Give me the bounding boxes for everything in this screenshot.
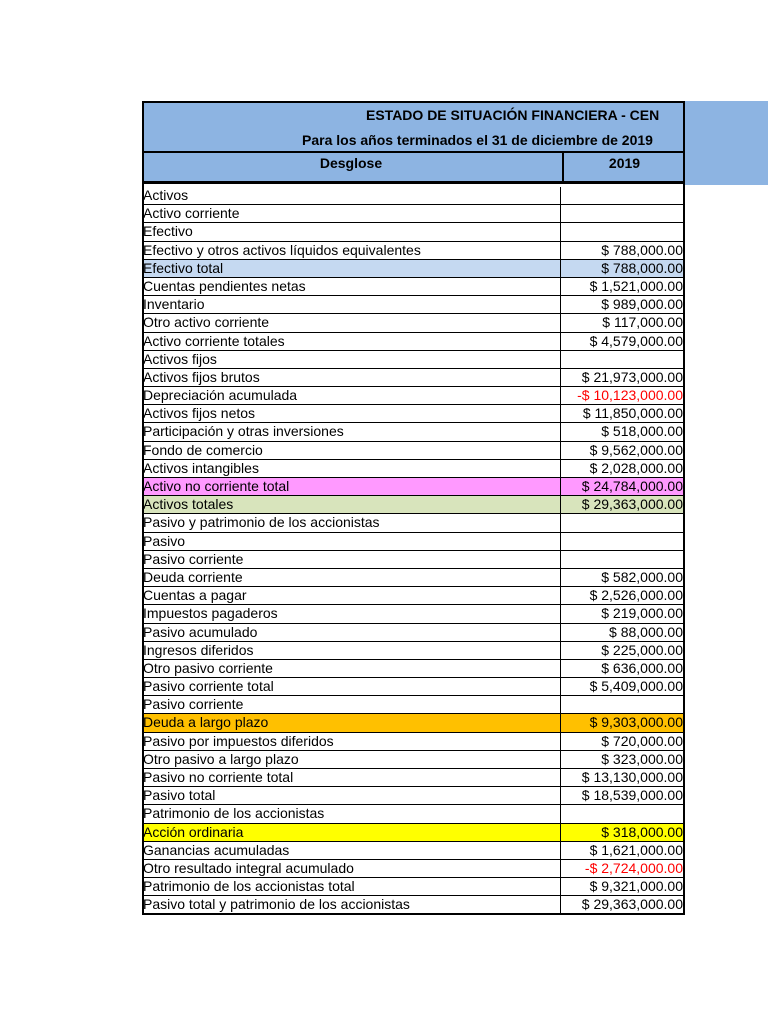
row-label: Activos fijos brutos xyxy=(143,368,260,385)
table-row xyxy=(142,896,685,914)
report-title: ESTADO DE SITUACIÓN FINANCIERA - CEN xyxy=(366,107,660,123)
row-value xyxy=(560,223,685,240)
row-label: Activo corriente xyxy=(143,205,240,222)
table-row xyxy=(142,387,685,405)
table-row xyxy=(142,333,685,351)
row-label: Pasivo acumulado xyxy=(143,623,258,640)
column-header-year: 2019 xyxy=(562,153,685,181)
table-row xyxy=(142,351,685,369)
table-row xyxy=(142,569,685,587)
table-row xyxy=(142,278,685,296)
row-value: -$ 10,123,000.00 xyxy=(560,387,685,404)
table-row xyxy=(142,478,685,496)
row-value: $ 582,000.00 xyxy=(560,569,685,586)
row-label: Pasivo corriente total xyxy=(143,678,274,695)
row-label: Fondo de comercio xyxy=(143,441,263,458)
table-row xyxy=(142,805,685,823)
column-header-desglose: Desglose xyxy=(319,155,383,171)
row-label: Activos intangibles xyxy=(143,459,259,476)
row-label: Activos totales xyxy=(143,496,234,513)
row-label: Efectivo y otros activos líquidos equivalentes xyxy=(143,241,421,258)
table-row xyxy=(142,223,685,241)
table-row xyxy=(142,242,685,260)
row-label: Participación y otras inversiones xyxy=(143,423,344,440)
row-value: $ 5,409,000.00 xyxy=(560,678,685,695)
row-value: $ 2,028,000.00 xyxy=(560,460,685,477)
row-value: $ 9,321,000.00 xyxy=(560,878,685,895)
table-row xyxy=(142,369,685,387)
table-row xyxy=(142,769,685,787)
row-label: Patrimonio de los accionistas xyxy=(143,805,325,822)
row-value xyxy=(560,533,685,550)
row-value: $ 788,000.00 xyxy=(560,242,685,259)
row-label: Efectivo total xyxy=(143,259,224,276)
table-row xyxy=(142,660,685,678)
row-value: $ 88,000.00 xyxy=(560,624,685,641)
row-label: Depreciación acumulada xyxy=(143,387,298,404)
row-value: $ 4,579,000.00 xyxy=(560,333,685,350)
row-value: $ 24,784,000.00 xyxy=(560,478,685,495)
row-label: Otro pasivo a largo plazo xyxy=(143,750,299,767)
row-value: $ 11,850,000.00 xyxy=(560,405,685,422)
table-row xyxy=(142,860,685,878)
row-label: Pasivo corriente xyxy=(143,696,244,713)
row-label: Efectivo xyxy=(143,223,193,240)
row-value xyxy=(560,351,685,368)
table-row xyxy=(142,733,685,751)
row-value: $ 323,000.00 xyxy=(560,751,685,768)
row-value: -$ 2,724,000.00 xyxy=(560,860,685,877)
row-value: $ 1,521,000.00 xyxy=(560,278,685,295)
row-value: $ 788,000.00 xyxy=(560,260,685,277)
row-label: Ingresos diferidos xyxy=(143,641,254,658)
table-row xyxy=(142,696,685,714)
table-row xyxy=(142,296,685,314)
table-row xyxy=(142,751,685,769)
row-value: $ 219,000.00 xyxy=(560,605,685,622)
row-value xyxy=(560,187,685,204)
table-row xyxy=(142,260,685,278)
row-value: $ 318,000.00 xyxy=(560,824,685,841)
report-subtitle-row xyxy=(142,127,685,151)
row-label: Activo no corriente total xyxy=(143,478,290,494)
table-row xyxy=(142,405,685,423)
row-value xyxy=(560,805,685,822)
table-body xyxy=(142,187,685,915)
row-value: $ 518,000.00 xyxy=(560,423,685,440)
row-label: Activos xyxy=(143,187,189,203)
table-row xyxy=(142,587,685,605)
row-value: $ 989,000.00 xyxy=(560,296,685,313)
row-label: Patrimonio de los accionistas total xyxy=(143,878,355,895)
table-row xyxy=(142,442,685,460)
table-row xyxy=(142,314,685,332)
row-value: $ 9,562,000.00 xyxy=(560,442,685,459)
row-label: Otro pasivo corriente xyxy=(143,659,273,676)
row-value: $ 13,130,000.00 xyxy=(560,769,685,786)
row-label: Inventario xyxy=(143,296,205,313)
column-header-row xyxy=(142,151,685,184)
table-row xyxy=(142,714,685,732)
row-value xyxy=(560,514,685,531)
row-value: $ 29,363,000.00 xyxy=(560,896,685,913)
row-value: $ 720,000.00 xyxy=(560,733,685,750)
row-value xyxy=(560,696,685,713)
row-value: $ 18,539,000.00 xyxy=(560,787,685,804)
row-label: Activo corriente totales xyxy=(143,332,285,349)
row-value xyxy=(560,551,685,568)
row-value: $ 636,000.00 xyxy=(560,660,685,677)
table-row xyxy=(142,824,685,842)
table-row xyxy=(142,842,685,860)
table-row xyxy=(142,878,685,896)
table-row xyxy=(142,533,685,551)
table-row xyxy=(142,514,685,532)
table-row xyxy=(142,787,685,805)
row-label: Ganancias acumuladas xyxy=(143,841,290,858)
report-subtitle: Para los años terminados el 31 de diciembre de 2019 xyxy=(302,132,653,148)
row-label: Impuestos pagaderos xyxy=(143,605,278,622)
row-label: Pasivo total y patrimonio de los accionistas xyxy=(143,896,410,913)
table-row xyxy=(142,678,685,696)
table-row xyxy=(142,624,685,642)
row-label: Cuentas pendientes netas xyxy=(143,277,306,294)
row-label: Pasivo y patrimonio de los accionistas xyxy=(143,514,380,531)
row-label: Pasivo corriente xyxy=(143,550,244,567)
table-row xyxy=(142,205,685,223)
row-label: Activos fijos xyxy=(143,350,217,367)
row-label: Cuentas a pagar xyxy=(143,587,247,604)
row-label: Acción ordinaria xyxy=(143,823,244,840)
table-row xyxy=(142,496,685,514)
row-value: $ 9,303,000.00 xyxy=(560,714,685,731)
table-row xyxy=(142,423,685,441)
row-label: Deuda corriente xyxy=(143,568,243,585)
row-label: Pasivo por impuestos diferidos xyxy=(143,732,334,749)
row-value: $ 225,000.00 xyxy=(560,642,685,659)
row-value: $ 1,621,000.00 xyxy=(560,842,685,859)
row-value: $ 117,000.00 xyxy=(560,314,685,331)
row-label: Activos fijos netos xyxy=(143,405,256,422)
row-label: Pasivo no corriente total xyxy=(143,769,294,785)
row-label: Pasivo total xyxy=(143,787,216,804)
report-title-row xyxy=(142,101,685,127)
row-label: Pasivo xyxy=(143,532,186,549)
row-value: $ 21,973,000.00 xyxy=(560,369,685,386)
row-label: Otro resultado integral acumulado xyxy=(143,859,354,876)
row-label: Otro activo corriente xyxy=(143,314,270,331)
row-value xyxy=(560,205,685,222)
header-fill-overflow xyxy=(685,101,768,185)
row-label: Deuda a largo plazo xyxy=(143,714,269,731)
row-value: $ 29,363,000.00 xyxy=(560,496,685,513)
table-row xyxy=(142,642,685,660)
table-row xyxy=(142,187,685,205)
table-row xyxy=(142,605,685,623)
row-value: $ 2,526,000.00 xyxy=(560,587,685,604)
table-row xyxy=(142,460,685,478)
table-row xyxy=(142,551,685,569)
